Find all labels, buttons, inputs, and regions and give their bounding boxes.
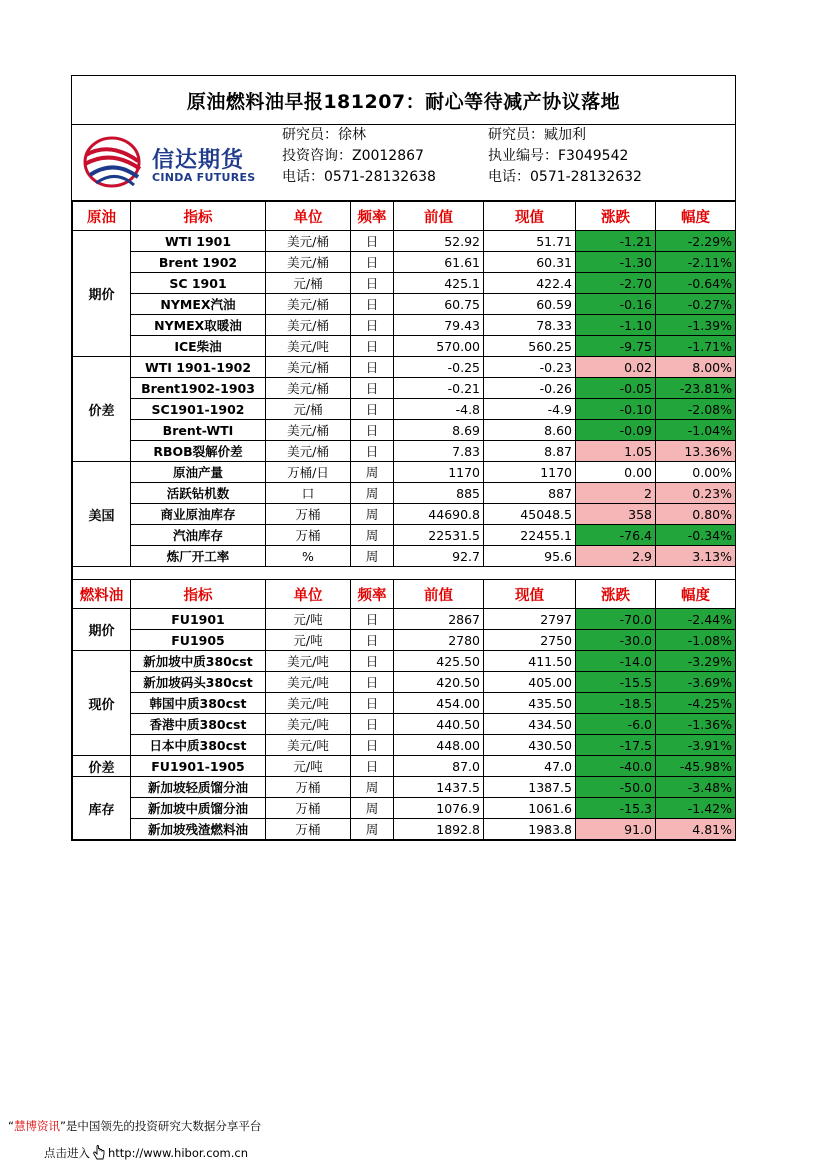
indicator-name-cell: RBOB裂解价差	[131, 441, 266, 462]
title-row	[72, 76, 735, 125]
change-percent-cell: -1.39%	[656, 315, 736, 336]
header-cell: 现值	[484, 580, 576, 609]
unit-cell: 美元/吨	[266, 714, 351, 735]
indicator-name-cell: 新加坡码头380cst	[131, 672, 266, 693]
analyst-2-name: 研究员：臧加利	[488, 127, 586, 143]
frequency-cell: 日	[351, 378, 394, 399]
footer-quote-open: “	[8, 1119, 14, 1133]
previous-value-cell: 420.50	[394, 672, 484, 693]
frequency-cell: 周	[351, 504, 394, 525]
previous-value-cell: 87.0	[394, 756, 484, 777]
footer-enter-text: 点击进入	[44, 1146, 90, 1160]
unit-cell: 万桶/日	[266, 462, 351, 483]
previous-value-cell: 885	[394, 483, 484, 504]
cinda-globe-icon	[80, 131, 146, 193]
previous-value-cell: -4.8	[394, 399, 484, 420]
frequency-cell: 周	[351, 798, 394, 819]
frequency-cell: 日	[351, 630, 394, 651]
change-percent-cell: 8.00%	[656, 357, 736, 378]
change-cell: -2.70	[576, 273, 656, 294]
current-value-cell: -4.9	[484, 399, 576, 420]
pointer-hand-icon	[92, 1145, 106, 1161]
category-cell: 现价	[73, 651, 131, 756]
current-value-cell: 2750	[484, 630, 576, 651]
table-row	[73, 609, 736, 630]
current-value-cell: 887	[484, 483, 576, 504]
footer-slogan-text: ”是中国领先的投资研究大数据分享平台	[59, 1119, 262, 1133]
unit-cell: 美元/桶	[266, 420, 351, 441]
current-value-cell: 560.25	[484, 336, 576, 357]
previous-value-cell: 2780	[394, 630, 484, 651]
table-row	[73, 651, 736, 672]
unit-cell: 元/吨	[266, 756, 351, 777]
category-cell: 期价	[73, 231, 131, 357]
footer-slogan	[8, 1118, 261, 1134]
change-cell: -18.5	[576, 693, 656, 714]
change-percent-cell: -1.08%	[656, 630, 736, 651]
current-value-cell: 45048.5	[484, 504, 576, 525]
table-row	[73, 294, 736, 315]
indicator-name-cell: SC 1901	[131, 273, 266, 294]
report-title: 原油燃料油早报181207：耐心等待减产协议落地	[186, 90, 621, 113]
current-value-cell: 78.33	[484, 315, 576, 336]
previous-value-cell: 454.00	[394, 693, 484, 714]
indicator-name-cell: 原油产量	[131, 462, 266, 483]
previous-value-cell: 92.7	[394, 546, 484, 567]
data-table	[72, 201, 736, 840]
spacer-cell	[73, 567, 736, 580]
header-cell: 频率	[351, 580, 394, 609]
unit-cell: 口	[266, 483, 351, 504]
change-percent-cell: -0.64%	[656, 273, 736, 294]
previous-value-cell: 2867	[394, 609, 484, 630]
logo-english-text: CINDA FUTURES	[152, 171, 256, 184]
indicator-name-cell: Brent1902-1903	[131, 378, 266, 399]
indicator-name-cell: ICE柴油	[131, 336, 266, 357]
table-row	[73, 441, 736, 462]
current-value-cell: 22455.1	[484, 525, 576, 546]
change-percent-cell: -2.08%	[656, 399, 736, 420]
indicator-name-cell: NYMEX汽油	[131, 294, 266, 315]
indicator-name-cell: WTI 1901	[131, 231, 266, 252]
unit-cell: 美元/桶	[266, 252, 351, 273]
frequency-cell: 日	[351, 252, 394, 273]
previous-value-cell: 60.75	[394, 294, 484, 315]
previous-value-cell: 79.43	[394, 315, 484, 336]
analyst-1-license: 投资咨询：Z0012867	[282, 148, 424, 164]
current-value-cell: 411.50	[484, 651, 576, 672]
table-row	[73, 315, 736, 336]
frequency-cell: 周	[351, 483, 394, 504]
change-cell: -50.0	[576, 777, 656, 798]
previous-value-cell: -0.25	[394, 357, 484, 378]
change-cell: -1.21	[576, 231, 656, 252]
change-cell: -15.5	[576, 672, 656, 693]
change-percent-cell: -3.91%	[656, 735, 736, 756]
current-value-cell: -0.26	[484, 378, 576, 399]
frequency-cell: 日	[351, 609, 394, 630]
frequency-cell: 日	[351, 693, 394, 714]
current-value-cell: 8.87	[484, 441, 576, 462]
change-cell: -40.0	[576, 756, 656, 777]
table-row	[73, 693, 736, 714]
frequency-cell: 日	[351, 735, 394, 756]
change-percent-cell: -3.29%	[656, 651, 736, 672]
current-value-cell: 430.50	[484, 735, 576, 756]
change-cell: -30.0	[576, 630, 656, 651]
table-row	[73, 504, 736, 525]
current-value-cell: 434.50	[484, 714, 576, 735]
footer-link-row	[44, 1145, 248, 1161]
table-row	[73, 756, 736, 777]
table-row	[73, 399, 736, 420]
current-value-cell: 1061.6	[484, 798, 576, 819]
previous-value-cell: 61.61	[394, 252, 484, 273]
current-value-cell: 2797	[484, 609, 576, 630]
table-row	[73, 420, 736, 441]
analyst-1-name: 研究员：徐林	[282, 127, 366, 143]
header-cell: 前值	[394, 202, 484, 231]
current-value-cell: 60.59	[484, 294, 576, 315]
indicator-name-cell: 新加坡残渣燃料油	[131, 819, 266, 840]
header-cell: 指标	[131, 580, 266, 609]
change-cell: -9.75	[576, 336, 656, 357]
change-percent-cell: 3.13%	[656, 546, 736, 567]
indicator-name-cell: 新加坡中质380cst	[131, 651, 266, 672]
change-cell: -0.05	[576, 378, 656, 399]
frequency-cell: 日	[351, 420, 394, 441]
change-percent-cell: -2.29%	[656, 231, 736, 252]
frequency-cell: 日	[351, 315, 394, 336]
indicator-name-cell: Brent-WTI	[131, 420, 266, 441]
frequency-cell: 周	[351, 819, 394, 840]
change-percent-cell: 0.23%	[656, 483, 736, 504]
frequency-cell: 周	[351, 462, 394, 483]
table-row	[73, 357, 736, 378]
frequency-cell: 日	[351, 336, 394, 357]
previous-value-cell: 8.69	[394, 420, 484, 441]
current-value-cell: 1983.8	[484, 819, 576, 840]
header-cell: 幅度	[656, 202, 736, 231]
unit-cell: 元/吨	[266, 630, 351, 651]
change-cell: -0.09	[576, 420, 656, 441]
unit-cell: 美元/吨	[266, 651, 351, 672]
unit-cell: 万桶	[266, 798, 351, 819]
change-percent-cell: -0.34%	[656, 525, 736, 546]
analyst-2-phone: 电话：0571-28132632	[488, 169, 642, 185]
unit-cell: 万桶	[266, 777, 351, 798]
change-percent-cell: -3.69%	[656, 672, 736, 693]
current-value-cell: 47.0	[484, 756, 576, 777]
category-cell: 期价	[73, 609, 131, 651]
change-cell: -76.4	[576, 525, 656, 546]
header-cell: 原油	[73, 202, 131, 231]
table-row	[73, 777, 736, 798]
indicator-name-cell: FU1901	[131, 609, 266, 630]
table-row	[73, 273, 736, 294]
unit-cell: 美元/吨	[266, 336, 351, 357]
unit-cell: 美元/桶	[266, 378, 351, 399]
frequency-cell: 日	[351, 714, 394, 735]
header-cell: 指标	[131, 202, 266, 231]
change-percent-cell: 0.00%	[656, 462, 736, 483]
crude-oil-section	[73, 202, 736, 567]
previous-value-cell: 448.00	[394, 735, 484, 756]
current-value-cell: 435.50	[484, 693, 576, 714]
previous-value-cell: 425.50	[394, 651, 484, 672]
header-cell: 单位	[266, 580, 351, 609]
change-cell: -14.0	[576, 651, 656, 672]
logo-chinese-text: 信达期货	[152, 148, 245, 173]
previous-value-cell: 1076.9	[394, 798, 484, 819]
frequency-cell: 周	[351, 546, 394, 567]
current-value-cell: 1387.5	[484, 777, 576, 798]
table-row	[73, 336, 736, 357]
unit-cell: 万桶	[266, 525, 351, 546]
table-row	[73, 798, 736, 819]
change-cell: -0.16	[576, 294, 656, 315]
analyst-2	[488, 125, 642, 188]
change-percent-cell: 4.81%	[656, 819, 736, 840]
header-cell: 涨跌	[576, 580, 656, 609]
current-value-cell: 8.60	[484, 420, 576, 441]
indicator-name-cell: FU1901-1905	[131, 756, 266, 777]
header-cell: 单位	[266, 202, 351, 231]
category-cell: 库存	[73, 777, 131, 840]
table-row	[73, 462, 736, 483]
current-value-cell: 51.71	[484, 231, 576, 252]
change-cell: -70.0	[576, 609, 656, 630]
frequency-cell: 周	[351, 777, 394, 798]
analyst-2-license: 执业编号：F3049542	[488, 148, 629, 164]
header-cell: 频率	[351, 202, 394, 231]
table-row	[73, 672, 736, 693]
previous-value-cell: 570.00	[394, 336, 484, 357]
frequency-cell: 日	[351, 672, 394, 693]
change-cell: 0.00	[576, 462, 656, 483]
indicator-name-cell: 新加坡轻质馏分油	[131, 777, 266, 798]
header-cell: 幅度	[656, 580, 736, 609]
unit-cell: 美元/吨	[266, 672, 351, 693]
fuel-oil-section	[73, 580, 736, 840]
table-row	[73, 525, 736, 546]
unit-cell: 元/桶	[266, 399, 351, 420]
frequency-cell: 日	[351, 357, 394, 378]
indicator-name-cell: 活跃钻机数	[131, 483, 266, 504]
current-value-cell: 95.6	[484, 546, 576, 567]
table-row	[73, 714, 736, 735]
change-cell: -1.10	[576, 315, 656, 336]
current-value-cell: -0.23	[484, 357, 576, 378]
change-cell: 0.02	[576, 357, 656, 378]
footer-brand[interactable]: 慧博资讯	[13, 1119, 60, 1133]
frequency-cell: 日	[351, 231, 394, 252]
previous-value-cell: 44690.8	[394, 504, 484, 525]
category-cell: 美国	[73, 462, 131, 567]
table-row	[73, 378, 736, 399]
frequency-cell: 日	[351, 399, 394, 420]
previous-value-cell: 440.50	[394, 714, 484, 735]
table-row	[73, 630, 736, 651]
indicator-name-cell: 日本中质380cst	[131, 735, 266, 756]
change-cell: -0.10	[576, 399, 656, 420]
change-cell: -17.5	[576, 735, 656, 756]
change-percent-cell: 13.36%	[656, 441, 736, 462]
header-row	[73, 202, 736, 231]
current-value-cell: 60.31	[484, 252, 576, 273]
indicator-name-cell: FU1905	[131, 630, 266, 651]
indicator-name-cell: 汽油库存	[131, 525, 266, 546]
indicator-name-cell: Brent 1902	[131, 252, 266, 273]
info-row	[72, 125, 735, 201]
unit-cell: 美元/吨	[266, 693, 351, 714]
indicator-name-cell: SC1901-1902	[131, 399, 266, 420]
change-percent-cell: 0.80%	[656, 504, 736, 525]
header-cell: 前值	[394, 580, 484, 609]
unit-cell: %	[266, 546, 351, 567]
unit-cell: 美元/桶	[266, 231, 351, 252]
change-cell: 358	[576, 504, 656, 525]
frequency-cell: 日	[351, 294, 394, 315]
change-percent-cell: -0.27%	[656, 294, 736, 315]
previous-value-cell: 425.1	[394, 273, 484, 294]
table-row	[73, 819, 736, 840]
change-cell: 2.9	[576, 546, 656, 567]
footer-url-link[interactable]: http://www.hibor.com.cn	[108, 1146, 249, 1160]
unit-cell: 美元/桶	[266, 357, 351, 378]
indicator-name-cell: 韩国中质380cst	[131, 693, 266, 714]
table-row	[73, 231, 736, 252]
unit-cell: 元/桶	[266, 273, 351, 294]
indicator-name-cell: NYMEX取暖油	[131, 315, 266, 336]
frequency-cell: 周	[351, 525, 394, 546]
change-cell: 1.05	[576, 441, 656, 462]
change-percent-cell: -45.98%	[656, 756, 736, 777]
change-percent-cell: -2.44%	[656, 609, 736, 630]
change-percent-cell: -3.48%	[656, 777, 736, 798]
change-percent-cell: -23.81%	[656, 378, 736, 399]
unit-cell: 元/吨	[266, 609, 351, 630]
indicator-name-cell: 商业原油库存	[131, 504, 266, 525]
category-cell: 价差	[73, 756, 131, 777]
change-percent-cell: -1.71%	[656, 336, 736, 357]
previous-value-cell: 1437.5	[394, 777, 484, 798]
change-percent-cell: -1.42%	[656, 798, 736, 819]
indicator-name-cell: 新加坡中质馏分油	[131, 798, 266, 819]
analyst-1-phone: 电话：0571-28132638	[282, 169, 436, 185]
change-cell: 91.0	[576, 819, 656, 840]
header-cell: 燃料油	[73, 580, 131, 609]
change-percent-cell: -4.25%	[656, 693, 736, 714]
indicator-name-cell: WTI 1901-1902	[131, 357, 266, 378]
change-cell: -1.30	[576, 252, 656, 273]
current-value-cell: 405.00	[484, 672, 576, 693]
indicator-name-cell: 香港中质380cst	[131, 714, 266, 735]
previous-value-cell: 1170	[394, 462, 484, 483]
unit-cell: 万桶	[266, 819, 351, 840]
unit-cell: 美元/吨	[266, 735, 351, 756]
frequency-cell: 日	[351, 651, 394, 672]
section-spacer	[73, 567, 736, 580]
report-container	[71, 75, 736, 841]
previous-value-cell: 7.83	[394, 441, 484, 462]
table-row	[73, 735, 736, 756]
change-percent-cell: -2.11%	[656, 252, 736, 273]
frequency-cell: 日	[351, 441, 394, 462]
indicator-name-cell: 炼厂开工率	[131, 546, 266, 567]
previous-value-cell: 1892.8	[394, 819, 484, 840]
table-row	[73, 546, 736, 567]
current-value-cell: 422.4	[484, 273, 576, 294]
current-value-cell: 1170	[484, 462, 576, 483]
frequency-cell: 日	[351, 756, 394, 777]
previous-value-cell: -0.21	[394, 378, 484, 399]
analyst-1	[282, 125, 436, 188]
unit-cell: 美元/桶	[266, 294, 351, 315]
frequency-cell: 日	[351, 273, 394, 294]
change-cell: -6.0	[576, 714, 656, 735]
unit-cell: 万桶	[266, 504, 351, 525]
previous-value-cell: 22531.5	[394, 525, 484, 546]
change-cell: -15.3	[576, 798, 656, 819]
table-row	[73, 252, 736, 273]
previous-value-cell: 52.92	[394, 231, 484, 252]
change-cell: 2	[576, 483, 656, 504]
header-cell: 现值	[484, 202, 576, 231]
change-percent-cell: -1.04%	[656, 420, 736, 441]
change-percent-cell: -1.36%	[656, 714, 736, 735]
header-row	[73, 580, 736, 609]
cinda-logo	[80, 131, 270, 193]
unit-cell: 美元/桶	[266, 315, 351, 336]
unit-cell: 美元/桶	[266, 441, 351, 462]
table-row	[73, 483, 736, 504]
category-cell: 价差	[73, 357, 131, 462]
header-cell: 涨跌	[576, 202, 656, 231]
